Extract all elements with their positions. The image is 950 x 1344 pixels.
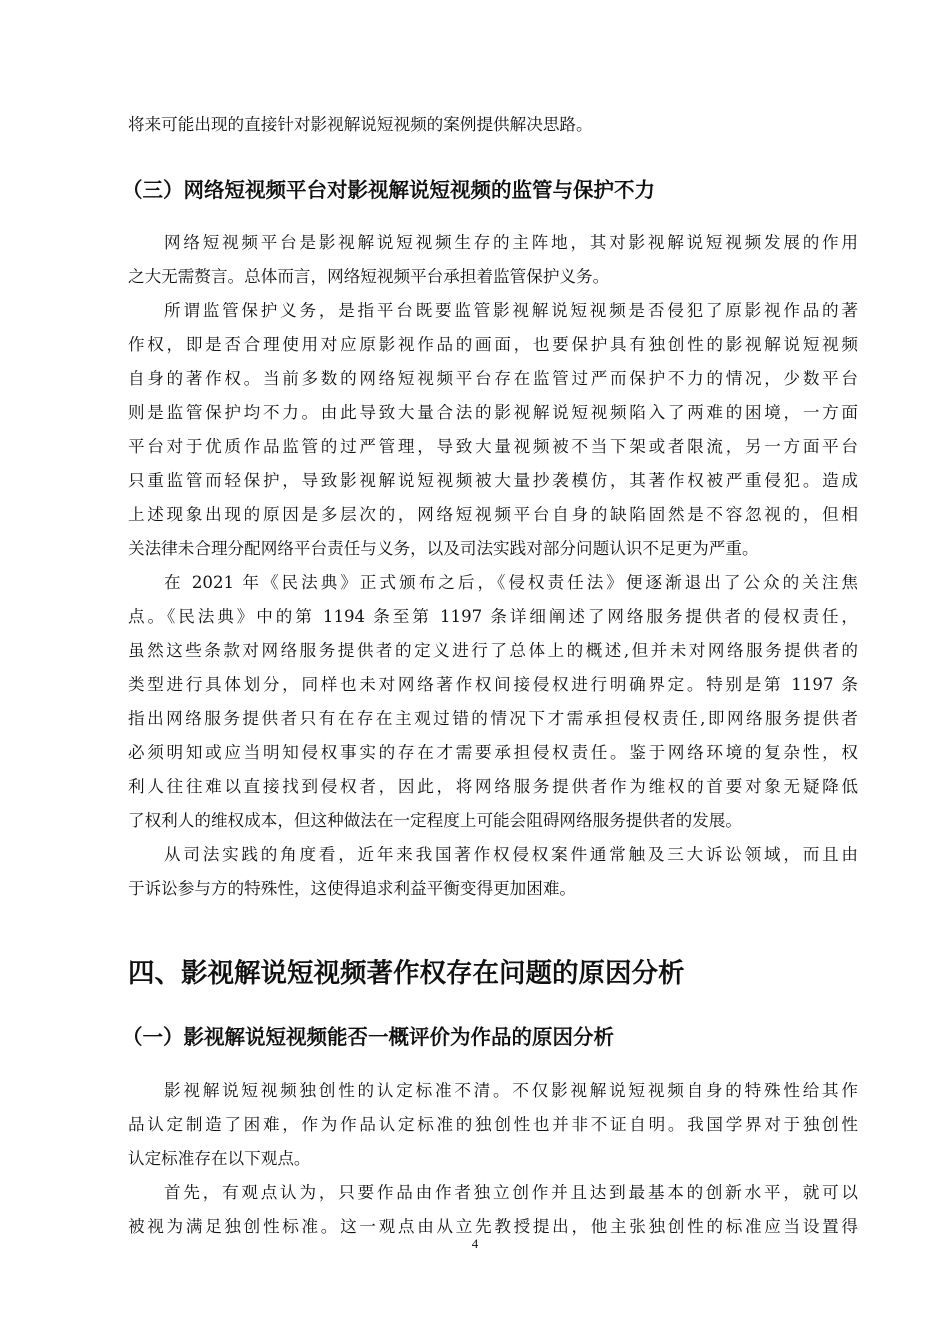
intro-paragraph: 将来可能出现的直接针对影视解说短视频的案例提供解决思路。 (128, 115, 593, 134)
text-line: 指出网络服务提供者只有在存在主观过错的情况下才需承担侵权责任,即网络服务提供者 (128, 709, 858, 728)
text-line: 作权，即是否合理使用对应原影视作品的画面，也要保护具有独创性的影视解说短视频 (128, 335, 858, 354)
chapter-4-heading: 四、影视解说短视频著作权存在问题的原因分析 (128, 958, 685, 989)
text-line: 类型进行具体划分，同样也未对网络著作权间接侵权进行明确界定。特别是第 1197 条 (128, 675, 858, 694)
text-line: 虽然这些条款对网络服务提供者的定义进行了总体上的概述,但并未对网络服务提供者的 (128, 641, 858, 660)
page-number: 4 (471, 1236, 479, 1251)
text-line: 平台对于优质作品监管的过严管理，导致大量视频被不当下架或者限流，另一方面平台 (128, 437, 858, 456)
text-line: 首先，有观点认为，只要作品由作者独立创作并且达到最基本的创新水平，就可以 (164, 1183, 858, 1202)
text-line: 品认定制造了困难，作为作品认定标准的独创性也并非不证自明。我国学界对于独创性 (128, 1115, 858, 1134)
text-line: 则是监管保护均不力。由此导致大量合法的影视解说短视频陷入了两难的困境，一方面 (128, 403, 858, 422)
section-3-paragraph-4 (128, 838, 858, 906)
chapter-4-section-1-paragraph-2 (128, 1176, 858, 1244)
page-content (122, 108, 858, 1244)
text-line: 网络短视频平台是影视解说短视频生存的主阵地，其对影视解说短视频发展的作用 (164, 233, 858, 252)
section-3-paragraph-1 (128, 226, 858, 294)
text-line: 被视为满足独创性标准。这一观点由从立先教授提出，他主张独创性的标准应当设置得 (128, 1217, 858, 1236)
text-line: 于诉讼参与方的特殊性，这使得追求利益平衡变得更加困难。 (128, 879, 577, 898)
text-line: 从司法实践的角度看，近年来我国著作权侵权案件通常触及三大诉讼领域，而且由 (164, 845, 858, 864)
text-line: 影视解说短视频独创性的认定标准不清。不仅影视解说短视频自身的特殊性给其作 (164, 1081, 858, 1100)
text-line: 点。《民法典》中的第 1194 条至第 1197 条详细阐述了网络服务提供者的侵权责任， (128, 607, 858, 626)
text-line: 认定标准存在以下观点。 (128, 1149, 311, 1168)
text-line: 自身的著作权。当前多数的网络短视频平台存在监管过严而保护不力的情况，少数平台 (128, 369, 858, 388)
chapter-4-section-1-heading: （一）影视解说短视频能否一概评价为作品的原因分析 (122, 1025, 614, 1049)
text-line: 利人往往难以直接找到侵权者，因此，将网络服务提供者作为维权的首要对象无疑降低 (128, 777, 858, 796)
section-3-paragraph-3 (128, 566, 858, 838)
text-line: 必须明知或应当明知侵权事实的存在才需要承担侵权责任。鉴于网络环境的复杂性，权 (128, 743, 858, 762)
chapter-4-section-1-paragraph-1 (128, 1074, 858, 1176)
text-line: 在 2021 年《民法典》正式颁布之后，《侵权责任法》便逐渐退出了公众的关注焦 (164, 573, 858, 592)
section-3-paragraph-2 (128, 294, 858, 566)
text-line: 所谓监管保护义务，是指平台既要监管影视解说短视频是否侵犯了原影视作品的著 (164, 301, 858, 320)
text-line: 了权利人的维权成本，但这种做法在一定程度上可能会阻碍网络服务提供者的发展。 (128, 811, 742, 830)
text-line: 只重监管而轻保护，导致影视解说短视频被大量抄袭模仿，其著作权被严重侵犯。造成 (128, 471, 858, 490)
text-line: 关法律未合理分配网络平台责任与义务，以及司法实践对部分问题认识不足更为严重。 (128, 539, 759, 558)
section-3-heading: （三）网络短视频平台对影视解说短视频的监管与保护不力 (122, 178, 655, 202)
text-line: 上述现象出现的原因是多层次的，网络短视频平台自身的缺陷固然是不容忽视的，但相 (128, 505, 858, 524)
text-line: 之大无需赘言。总体而言，网络短视频平台承担着监管保护义务。 (128, 267, 610, 286)
